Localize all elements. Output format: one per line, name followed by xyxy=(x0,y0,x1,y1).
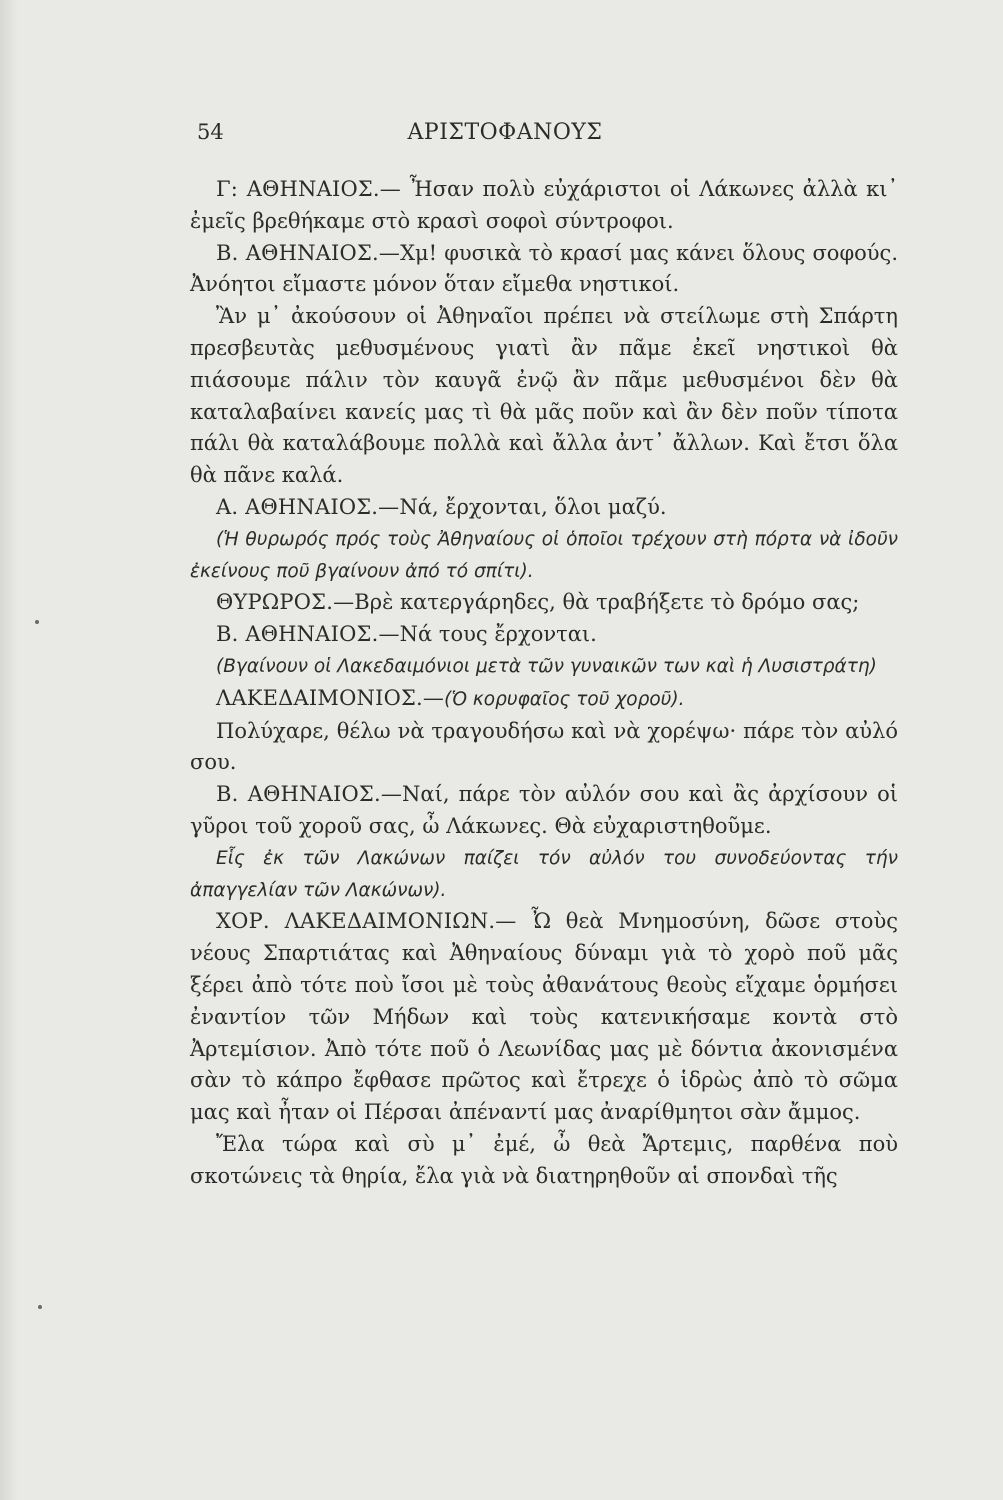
speaker-name: Γ: ΑΘΗΝΑΙΟΣ.— xyxy=(216,177,410,201)
stage-direction-text: Εἷς ἐκ τῶν Λακώνων παίζει τόν αὐλόν του συνοδεύοντας τήν ἀπαγγελίαν τῶν Λακώνων). xyxy=(190,847,898,901)
running-title: ΑΡΙΣΤΟΦΑΝΟΥΣ xyxy=(407,120,603,145)
dialogue-paragraph xyxy=(190,492,898,524)
dialogue-text: Ναί, πάρε τὸν αὐλόν σου καὶ ἂς ἀρχίσουν οἱ γῦροι τοῦ χοροῦ σας, ὦ Λάκωνες. Θὰ εὐχαριστηθοῦμε. xyxy=(190,782,898,838)
page-number: 54 xyxy=(197,120,224,144)
stage-direction-text: (Ὁ κορυφαῖος τοῦ χοροῦ). xyxy=(444,688,685,710)
speaker-name: ΧΟΡ. ΛΑΚΕΔΑΙΜΟΝΙΩΝ.— xyxy=(216,909,532,934)
speaker-name: Β. ΑΘΗΝΑΙΟΣ.— xyxy=(216,240,401,265)
dialogue-text: Βρὲ κατεργάρηδες, θὰ τραβήξετε τὸ δρόμο σας; xyxy=(354,590,860,615)
stage-direction xyxy=(190,524,898,588)
dialogue-paragraph xyxy=(190,619,898,651)
dialogue-paragraph xyxy=(190,683,898,716)
speaker-name: Β. ΑΘΗΝΑΙΟΣ.— xyxy=(216,782,403,807)
text-block xyxy=(190,174,898,1193)
dialogue-text: Νά τους ἔρχονται. xyxy=(399,622,597,647)
dialogue-paragraph xyxy=(190,238,898,302)
dialogue-paragraph xyxy=(190,779,898,843)
stage-direction xyxy=(190,843,898,907)
margin-mark xyxy=(38,1305,42,1309)
dialogue-text: Ἂν μ᾿ ἀκούσουν οἱ Ἀθηναῖοι πρέπει νὰ στείλωμε στὴ Σπάρτη πρεσβευτὰς μεθυσμένους γιατὶ ἂν πᾶμε ἐκεῖ νηστικοὶ θὰ πιάσουμε πάλιν τὸν καυγᾶ ἐνῷ ἂν πᾶμε μεθυσμένοι δὲν θὰ καταλαβαίνει κανείς μας τὶ θὰ μᾶς ποῦν καὶ ἂν δὲν ποῦν τίποτα πάλι θὰ καταλάβουμε πολλὰ καὶ ἄλλα ἀντ᾿ ἄλλων. Καὶ ἔτσι ὅλα θὰ πᾶνε καλά. xyxy=(190,304,898,488)
speaker-name: ΘΥΡΩΡΟΣ.— xyxy=(216,590,355,615)
dialogue-text: Πολύχαρε, θέλω νὰ τραγουδήσω καὶ νὰ χορέψω· πάρε τὸν αὐλό σου. xyxy=(190,718,898,775)
speaker-name: Α. ΑΘΗΝΑΙΟΣ.— xyxy=(216,494,400,519)
dialogue-text: Νά, ἔρχονται, ὅλοι μαζύ. xyxy=(399,494,667,519)
margin-mark xyxy=(35,620,39,624)
dialogue-paragraph xyxy=(190,301,898,492)
dialogue-paragraph xyxy=(190,174,898,238)
dialogue-paragraph xyxy=(190,906,898,1129)
dialogue-text: Ἔλα τώρα καὶ σὺ μ᾿ ἐμέ, ὦ θεὰ Ἄρτεμις, παρθένα ποὺ σκοτώνεις τὰ θηρία, ἔλα γιὰ νὰ διατηρηθοῦν αἱ σπονδαὶ τῆς xyxy=(190,1131,898,1188)
speaker-name: ΛΑΚΕΔΑΙΜΟΝΙΟΣ.— xyxy=(216,685,445,710)
dialogue-text: Ὦ θεὰ Μνημοσύνη, δῶσε στοὺς νέους Σπαρτιάτας καὶ Ἀθηναίους δύναμι γιὰ τὸ χορὸ ποῦ μᾶς ξέρει ἀπὸ τότε ποὺ ἴσοι μὲ τοὺς ἀθανάτους θεοὺς εἴχαμε ὁρμήσει ἐναντίον τῶν Μήδων καὶ τοὺς κατενικήσαμε κοντὰ στὸ Ἀρτεμίσιον. Ἀπὸ τότε ποῦ ὁ Λεωνίδας μας μὲ δόντια ἀκονισμένα σὰν τὸ κάπρο ἔφθασε πρῶτος καὶ ἔτρεχε ὁ ἱδρὼς ἀπὸ τὸ σῶμα μας καὶ ἦταν οἱ Πέρσαι ἀπέναντί μας ἀναρίθμητοι σὰν ἄμμος. xyxy=(190,909,898,1125)
dialogue-text: Ἦσαν πολὺ εὐχάριστοι οἱ Λάκωνες ἀλλὰ κι᾿ ἐμεῖς βρεθήκαμε στὸ κρασὶ σοφοὶ σύντροφοι. xyxy=(190,177,898,233)
stage-direction-text: (Ἡ θυρωρός πρός τοὺς Ἀθηναίους οἱ ὁποῖοι τρέχουν στὴ πόρτα νὰ ἰδοῦν ἐκείνους ποῦ βγαίνουν ἀπό τό σπίτι). xyxy=(190,528,898,582)
dialogue-paragraph xyxy=(190,1129,898,1193)
dialogue-paragraph xyxy=(190,587,898,619)
dialogue-paragraph xyxy=(190,716,898,780)
speaker-name: Β. ΑΘΗΝΑΙΟΣ.— xyxy=(216,622,400,647)
dialogue-text: Χμ! φυσικὰ τὸ κρασί μας κάνει ὅλους σοφούς. Ἀνόητοι εἴμαστε μόνον ὅταν εἴμεθα νηστικοί. xyxy=(190,240,898,297)
running-head xyxy=(185,120,825,152)
stage-direction xyxy=(190,651,898,683)
stage-direction-text: (Βγαίνουν οἱ Λακεδαιμόνιοι μετὰ τῶν γυναικῶν των καὶ ἡ Λυσιστράτη) xyxy=(216,655,877,677)
